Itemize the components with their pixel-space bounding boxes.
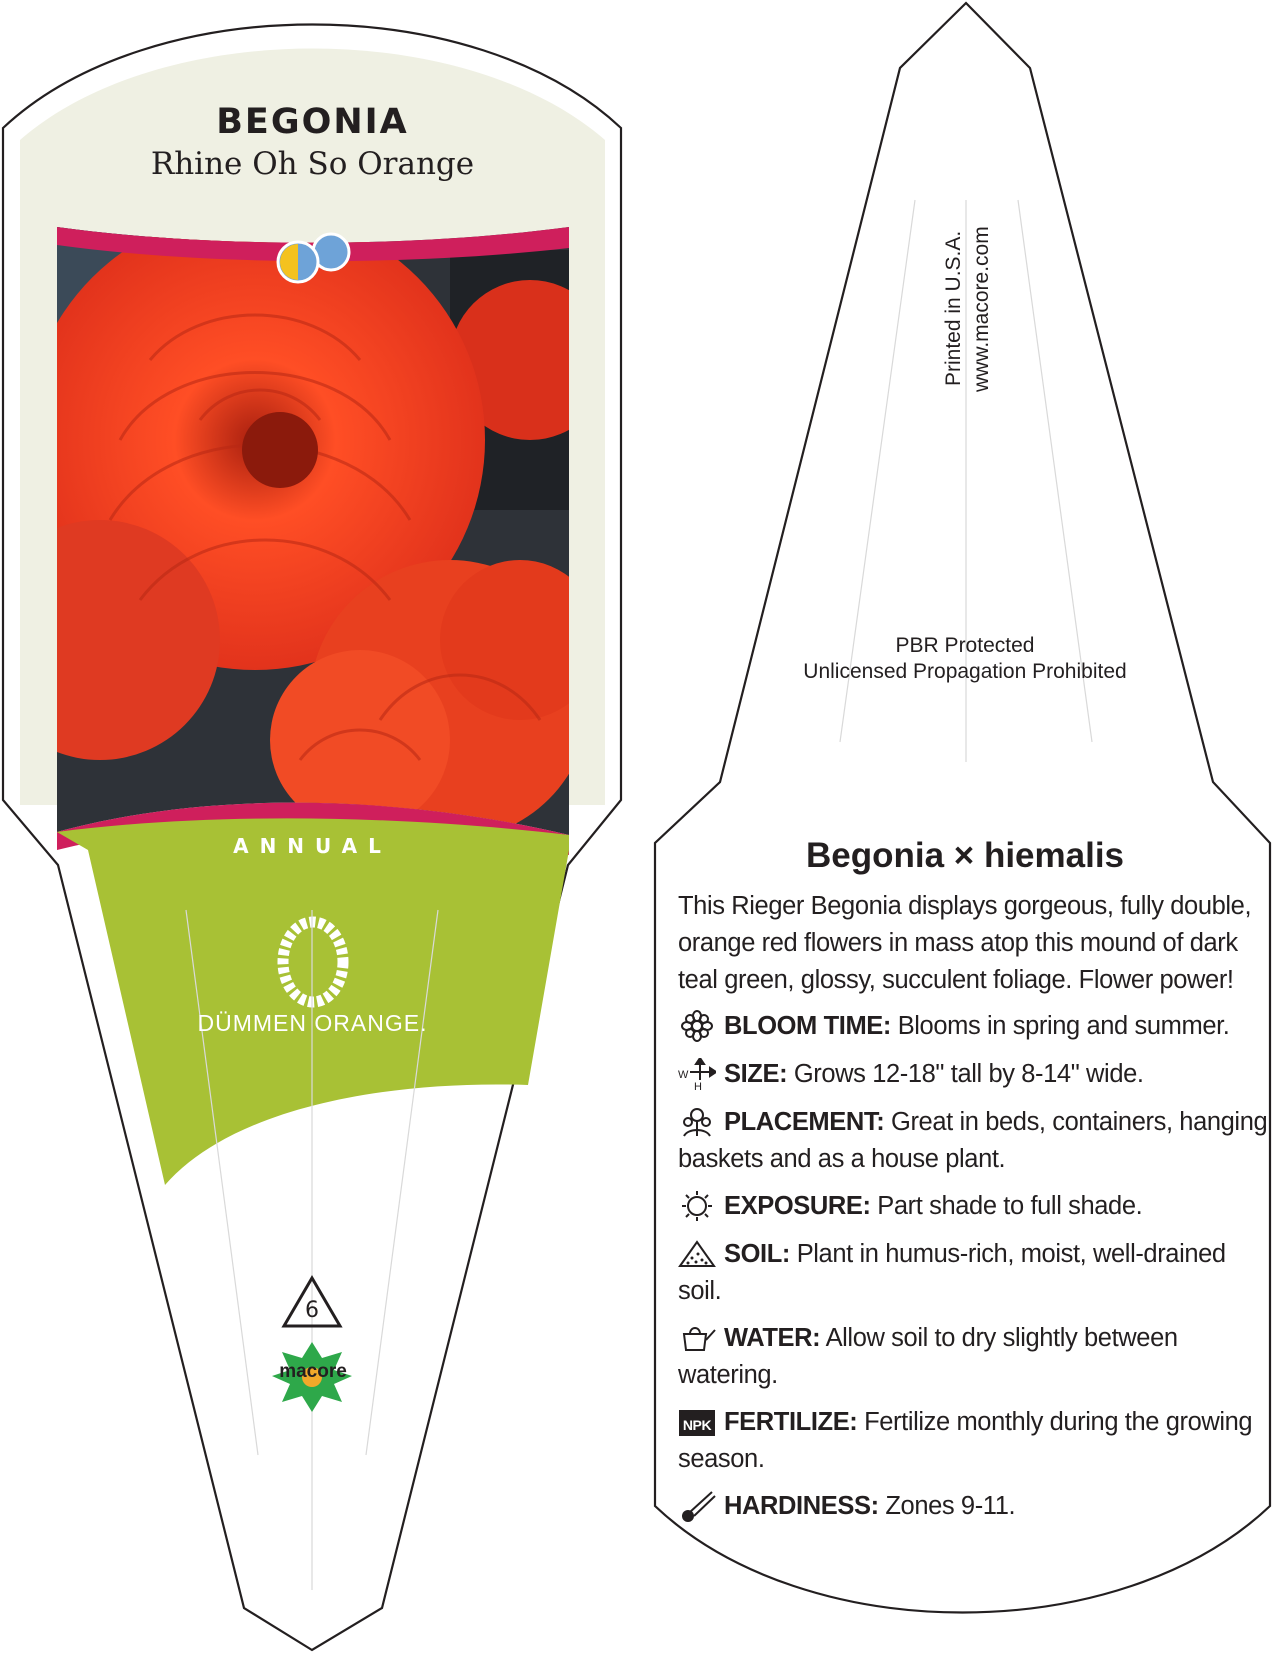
care-label: HARDINESS: <box>724 1492 879 1520</box>
svg-text:W: W <box>678 1069 688 1081</box>
care-label: SOIL: <box>724 1240 790 1268</box>
care-label: SIZE: <box>724 1060 788 1088</box>
care-size <box>678 1056 1273 1093</box>
thermometer-icon <box>678 1490 718 1522</box>
svg-text:NPK: NPK <box>682 1417 712 1433</box>
care-text: Great in beds, containers, hanging baskets and as a house plant. <box>678 1108 1268 1173</box>
care-placement <box>678 1104 1273 1178</box>
npk-icon <box>678 1406 718 1438</box>
care-bloom-time <box>678 1008 1273 1045</box>
care-soil <box>678 1236 1273 1310</box>
watering-can-icon <box>678 1322 718 1354</box>
species-name: Begonia × hiemalis <box>805 836 1125 875</box>
care-hardiness <box>678 1488 1273 1525</box>
care-label: WATER: <box>724 1324 821 1352</box>
plant-description: This Rieger Begonia displays gorgeous, fully double, orange red flowers in mass atop this mound of dark teal green, glossy, succulent foliage. Flower power! <box>678 892 1252 994</box>
svg-text:H: H <box>694 1081 702 1090</box>
care-exposure <box>678 1188 1273 1225</box>
placement-icon <box>678 1106 718 1138</box>
plant-category: ANNUAL <box>233 834 392 858</box>
plant-cultivar: Rhine Oh So Orange <box>150 146 475 182</box>
care-text: Allow soil to dry slightly between watering. <box>678 1324 1178 1389</box>
care-text: Fertilize monthly during the growing season. <box>678 1408 1253 1473</box>
size-arrows-icon <box>678 1058 718 1090</box>
care-water <box>678 1320 1273 1394</box>
brand-name: DÜMMEN ORANGE. <box>197 1010 428 1036</box>
care-text: Blooms in spring and summer. <box>897 1012 1230 1040</box>
care-text: Plant in humus-rich, moist, well-drained soil. <box>678 1240 1226 1305</box>
printer-logo-text: macore <box>279 1361 347 1382</box>
flower-icon <box>678 1010 718 1042</box>
recycle-code: 6 <box>305 1298 319 1323</box>
sun-icon <box>678 1190 718 1222</box>
care-text: Part shade to full shade. <box>877 1192 1143 1220</box>
care-label: FERTILIZE: <box>724 1408 858 1436</box>
plant-genus: BEGONIA <box>216 102 409 142</box>
printed-in-usa: Printed in U.S.A. <box>942 230 965 386</box>
care-fertilize <box>678 1404 1273 1478</box>
care-text: Zones 9-11. <box>885 1492 1016 1520</box>
care-text: Grows 12-18" tall by 8-14" wide. <box>793 1060 1144 1088</box>
care-label: EXPOSURE: <box>724 1192 871 1220</box>
care-label: BLOOM TIME: <box>724 1012 891 1040</box>
care-label: PLACEMENT: <box>724 1108 885 1136</box>
propagation-prohibited: Unlicensed Propagation Prohibited <box>803 660 1127 683</box>
printer-website: www.macore.com <box>970 226 993 392</box>
soil-icon <box>678 1238 718 1270</box>
pbr-protected: PBR Protected <box>895 634 1035 657</box>
